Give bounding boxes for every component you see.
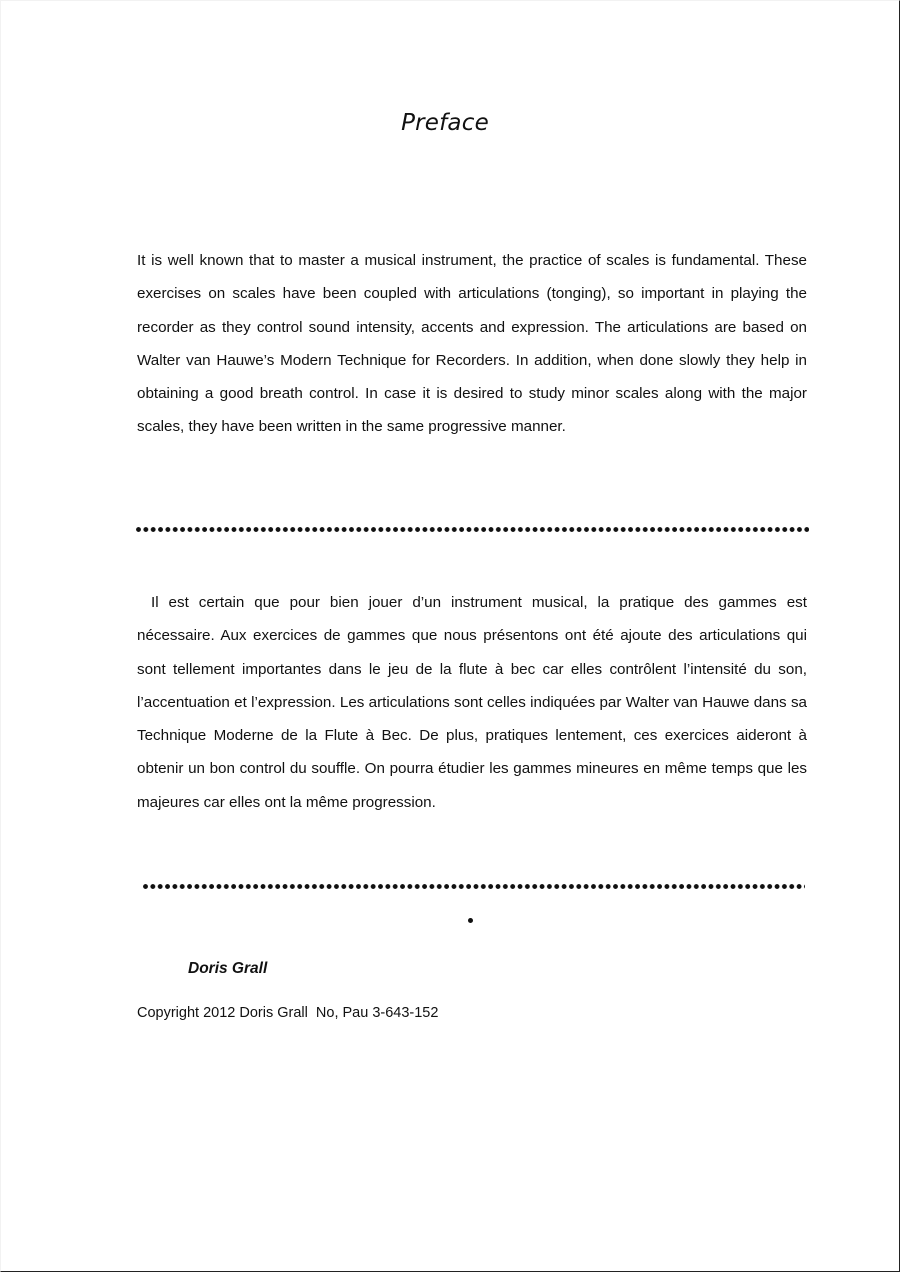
preface-paragraph-english: It is well known that to master a musical instrument, the practice of scales is fundamental. These exercises on scales have been coupled with articulations (tonging), so important in playing the recorder as they control sound intensity, accents and expression. The articulations are based on Walter van Hauwe’s Modern Technique for Recorders. In addition, when done slowly they help in obtaining a good breath control. In case it is desired to study minor scales along with the major scales, they have been written in the same progressive manner.	[137, 252, 807, 436]
preface-paragraph-french: Il est certain que pour bien jouer d’un instrument musical, la pratique des gammes est nécessaire. Aux exercices de gammes que nous présentons ont été ajoute des articulations qui sont tellement importantes dans le jeu de la flute à bec car elles contrôlent l’intensité du son, l’accentuation et l’expression. Les articulations sont celles indiquées par Walter van Hauwe dans sa Technique Moderne de la Flute à Bec. De plus, pratiques lentement, ces exercices aideront à obtenir un bon control du souffle. On pourra étudier les gammes mineures en même temps que les majeures car elles ont la même progression.	[137, 594, 807, 811]
author-signature: Doris Grall	[188, 960, 268, 977]
dotted-divider	[143, 884, 805, 889]
dotted-divider	[136, 527, 809, 532]
divider-dot	[468, 918, 473, 923]
page-title: Preface	[401, 110, 489, 136]
copyright-notice: Copyright 2012 Doris Grall No, Pau 3-643-152	[137, 1005, 439, 1021]
